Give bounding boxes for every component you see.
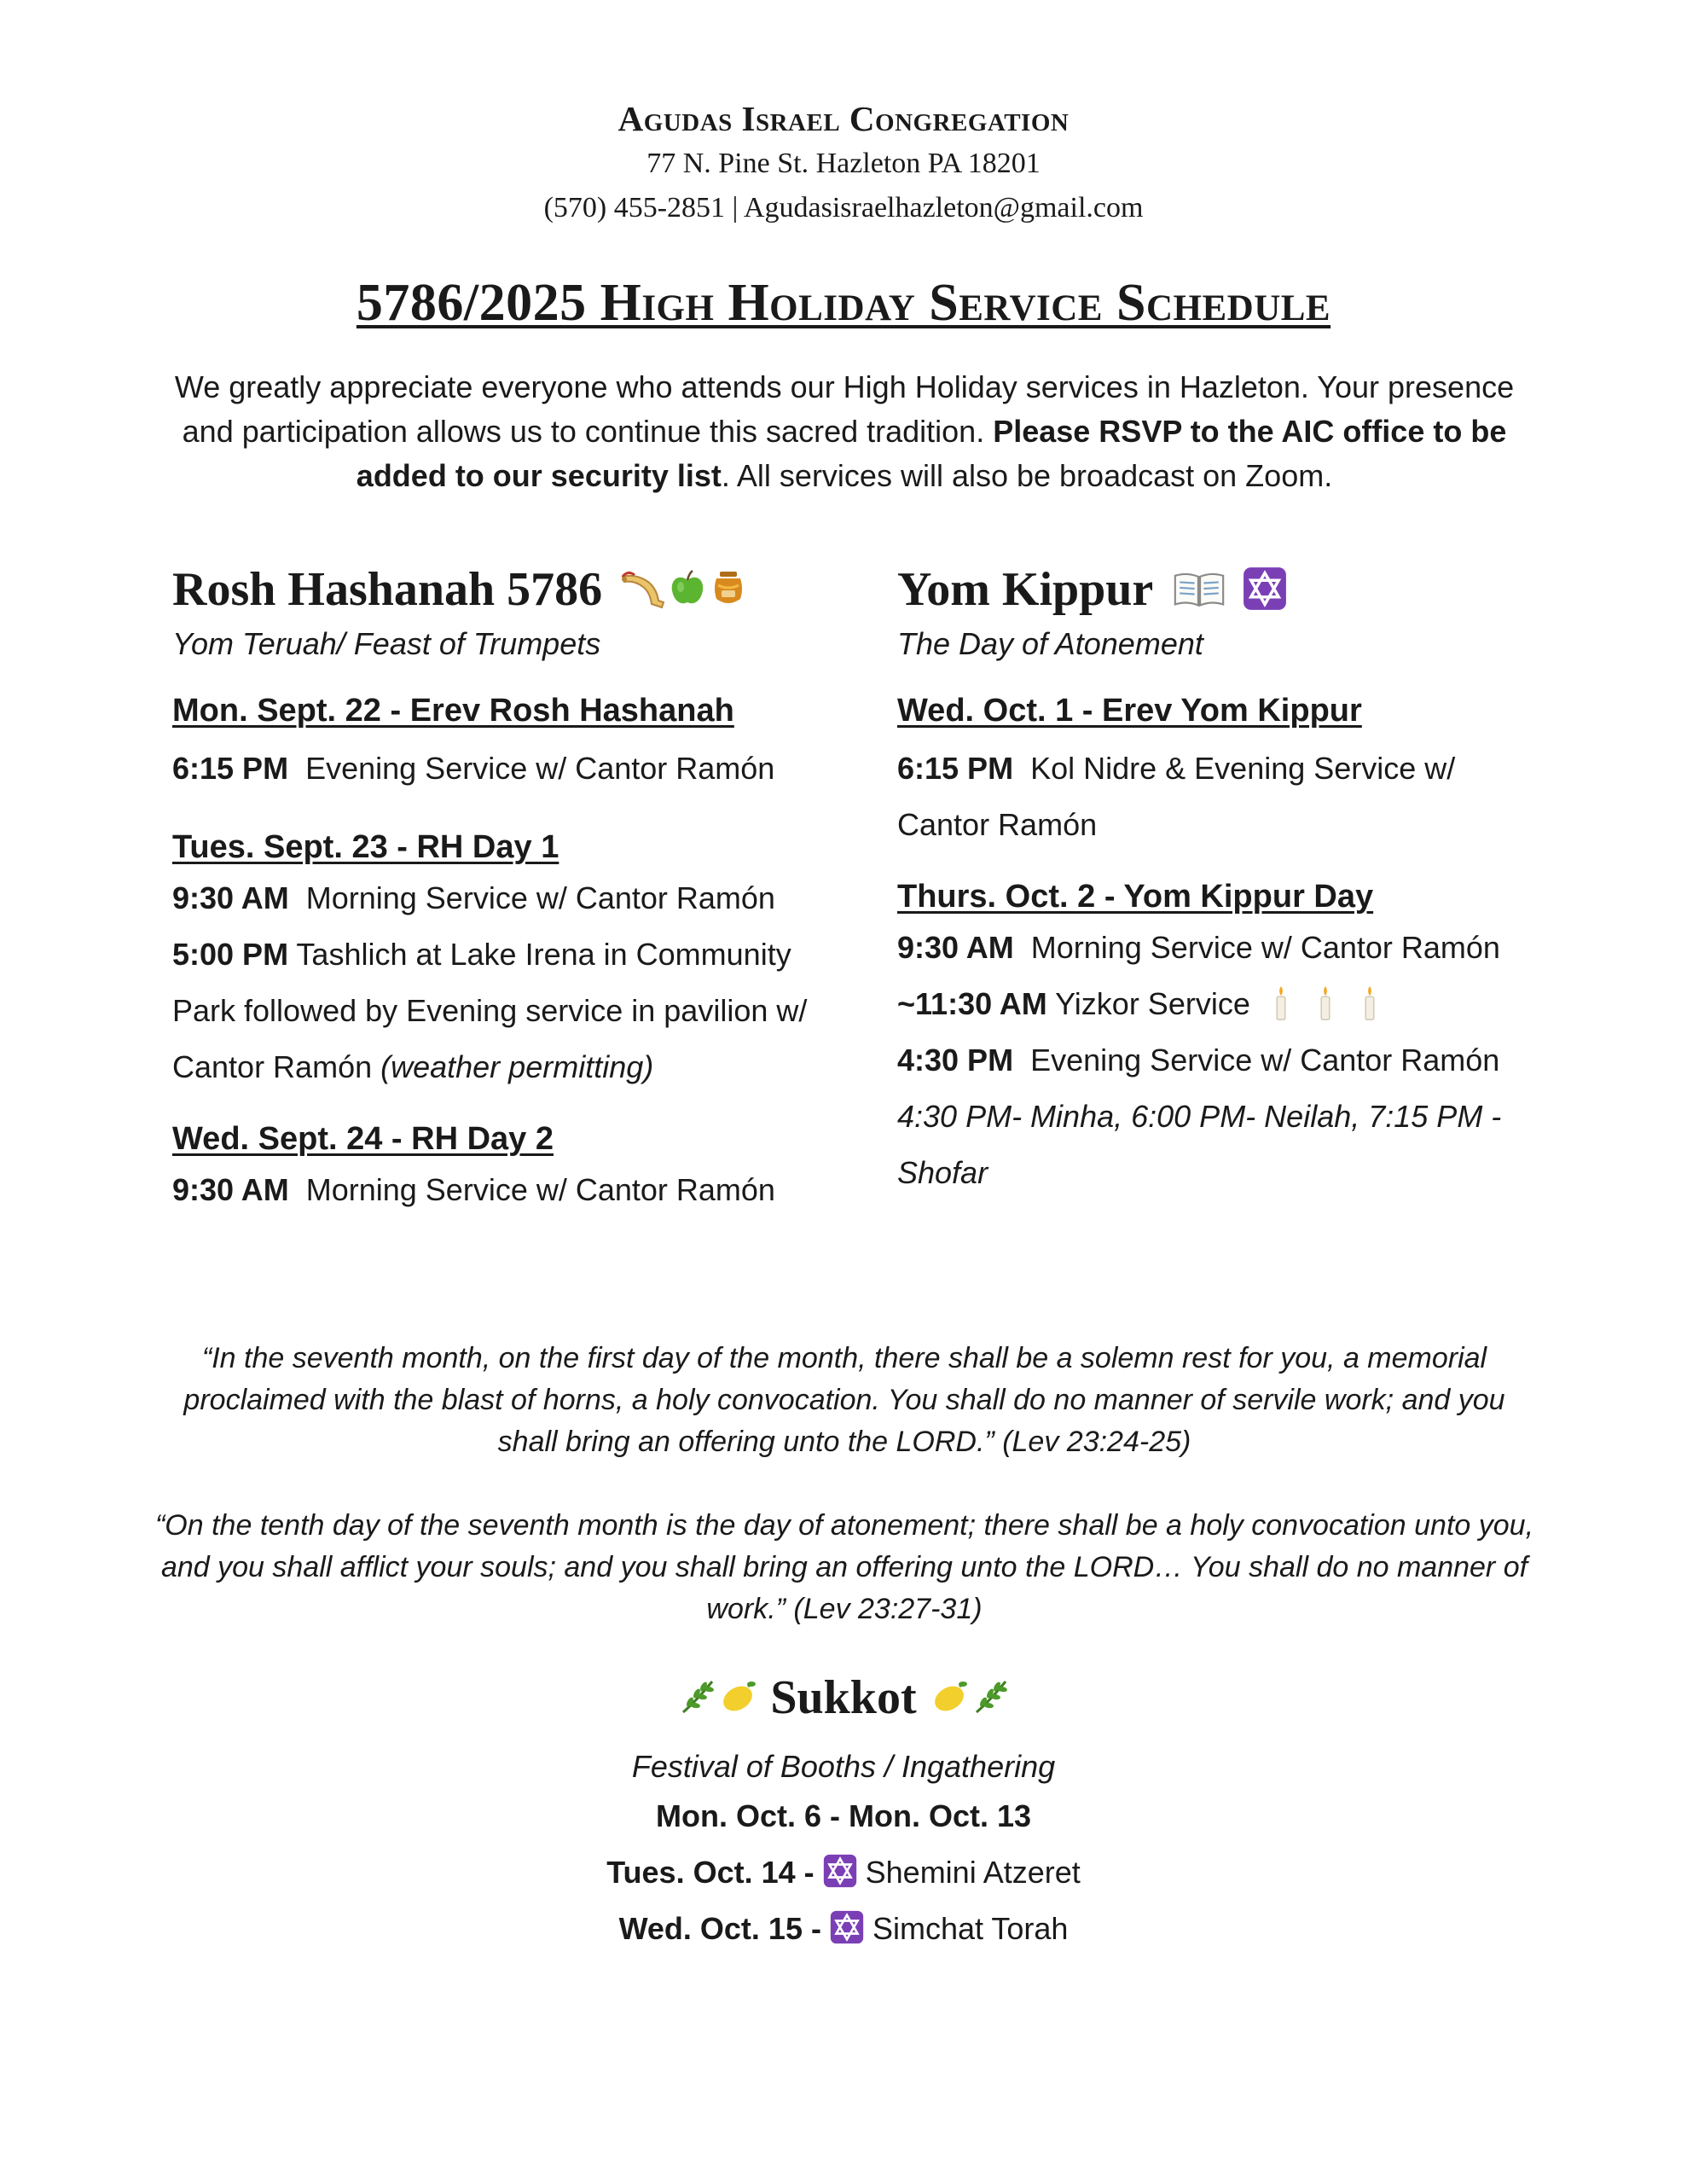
service-line — [897, 1032, 1597, 1089]
service-desc: Cantor Ramón — [172, 1049, 381, 1084]
service-line — [897, 976, 1597, 1032]
service-desc: Morning Service w/ Cantor Ramón — [305, 880, 775, 915]
star-of-david-icon — [830, 1910, 864, 1944]
service-time: 4:30 PM — [897, 1043, 1014, 1077]
yom-kippur-title: Yom Kippur — [897, 563, 1153, 616]
service-time: ~11:30 AM — [897, 986, 1047, 1021]
service-desc: Yizkor Service — [1055, 986, 1250, 1021]
day-heading: Tues. Sept. 23 - RH Day 1 — [172, 829, 559, 865]
yom-kippur-section — [897, 556, 1597, 1201]
page-title: 5786/2025 High Holiday Service Schedule — [356, 274, 1331, 332]
day-heading: Mon. Sept. 22 - Erev Rosh Hashanah — [172, 693, 734, 729]
rosh-hashanah-title: Rosh Hashanah 5786 — [172, 563, 603, 616]
rosh-hashanah-section — [172, 556, 889, 1218]
sukkot-subtitle: Festival of Booths / Ingathering — [631, 1749, 1056, 1784]
intro-text-end: . All services will also be broadcast on Zoom. — [721, 458, 1333, 493]
star-of-david-icon — [823, 1854, 857, 1888]
service-time: 9:30 AM — [172, 1172, 289, 1207]
scripture-quote: “In the seventh month, on the first day of the month, there shall be a solemn rest for you, a memorial proclaimed with the blast of horns, a holy convocation. You shall do no manner of servile work; and you shall bring an offering unto the LORD.” (Lev 23:24-25) — [183, 1342, 1505, 1458]
scripture-quotes — [154, 1338, 1535, 1630]
day-heading: Thurs. Oct. 2 - Yom Kippur Day — [897, 879, 1374, 915]
letterhead — [0, 96, 1687, 230]
yom-kippur-subtitle: The Day of Atonement — [897, 626, 1203, 661]
shemini-atzeret: Shemini Atzeret — [865, 1855, 1081, 1890]
service-time: 9:30 AM — [897, 930, 1014, 965]
service-desc: Kol Nidre & Evening Service w/ — [1030, 751, 1456, 786]
lemon-icon — [717, 1676, 758, 1717]
service-desc: Evening Service w/ Cantor Ramón — [1030, 1043, 1500, 1077]
service-line — [897, 920, 1597, 976]
herb-icon — [970, 1676, 1011, 1717]
candle-icon — [1271, 983, 1291, 1022]
weather-note: (weather permitting) — [380, 1049, 654, 1084]
candle-icon — [1315, 983, 1336, 1022]
sukkot-title: Sukkot — [770, 1671, 917, 1724]
candle-icon — [1359, 983, 1380, 1022]
service-line-cont: Cantor Ramón — [897, 807, 1098, 842]
rosh-hashanah-title-row — [172, 556, 889, 623]
simchat-date: Wed. Oct. 15 - — [618, 1911, 830, 1946]
service-line-cont: Park followed by Evening service in pavilion w/ — [172, 993, 808, 1028]
service-time: 5:00 PM — [172, 937, 289, 972]
service-desc: Tashlich at Lake Irena in Community — [296, 937, 791, 972]
service-line — [172, 926, 889, 983]
service-desc: Evening Service w/ Cantor Ramón — [305, 751, 775, 786]
service-time: 6:15 PM — [172, 751, 289, 786]
shemini-date: Tues. Oct. 14 - — [606, 1855, 823, 1890]
rsvp-notice: Please RSVP to the AIC office to be added to our security list — [356, 414, 1507, 493]
star-of-david-icon — [1243, 566, 1287, 611]
sukkot-title-row — [0, 1664, 1687, 1732]
shemini-atzeret-line — [0, 1844, 1687, 1901]
book-icon — [1171, 566, 1227, 611]
service-time: 9:30 AM — [172, 880, 289, 915]
lemon-icon — [929, 1676, 970, 1717]
org-name: Agudas Israel Congregation — [617, 99, 1070, 138]
service-line-cont — [172, 1039, 889, 1095]
org-contact: (570) 455-2851 | Agudasisraelhazleton@gmail.com — [543, 192, 1144, 224]
simchat-torah-line — [0, 1901, 1687, 1957]
service-line — [172, 741, 889, 797]
service-times-note: Shofar — [897, 1155, 988, 1190]
simchat-torah: Simchat Torah — [872, 1911, 1069, 1946]
intro-text: We greatly appreciate everyone who attends our High Holiday services in Hazleton. Your presence and participation allows us to continue this sacred tradition. — [174, 369, 1515, 449]
service-line — [172, 870, 889, 926]
intro-paragraph — [162, 365, 1527, 498]
sukkot-dates — [0, 1788, 1687, 1844]
rosh-hashanah-subtitle: Yom Teruah/ Feast of Trumpets — [172, 626, 601, 661]
apple-icon — [667, 568, 708, 609]
service-times-note: 4:30 PM- Minha, 6:00 PM- Neilah, 7:15 PM - — [897, 1099, 1502, 1134]
yom-kippur-title-row — [897, 556, 1597, 623]
org-address: 77 N. Pine St. Hazleton PA 18201 — [646, 148, 1041, 179]
service-desc: Morning Service w/ Cantor Ramón — [1030, 930, 1500, 965]
day-heading: Wed. Sept. 24 - RH Day 2 — [172, 1121, 554, 1157]
service-line — [172, 1162, 889, 1218]
shofar-icon — [619, 568, 667, 609]
service-time: 6:15 PM — [897, 751, 1014, 786]
sukkot-section — [0, 1664, 1687, 1957]
herb-icon — [676, 1676, 717, 1717]
day-heading: Wed. Oct. 1 - Erev Yom Kippur — [897, 693, 1362, 729]
sukkot-date-range: Mon. Oct. 6 - Mon. Oct. 13 — [655, 1798, 1032, 1833]
honey-pot-icon — [708, 568, 749, 609]
service-desc: Morning Service w/ Cantor Ramón — [305, 1172, 775, 1207]
service-line — [897, 741, 1597, 797]
scripture-quote: “On the tenth day of the seventh month is the day of atonement; there shall be a holy convocation unto you, and you shall afflict your souls; and you shall bring an offering unto the LORD… You shall do no manner of work.” (Lev 23:27-31) — [154, 1509, 1534, 1625]
